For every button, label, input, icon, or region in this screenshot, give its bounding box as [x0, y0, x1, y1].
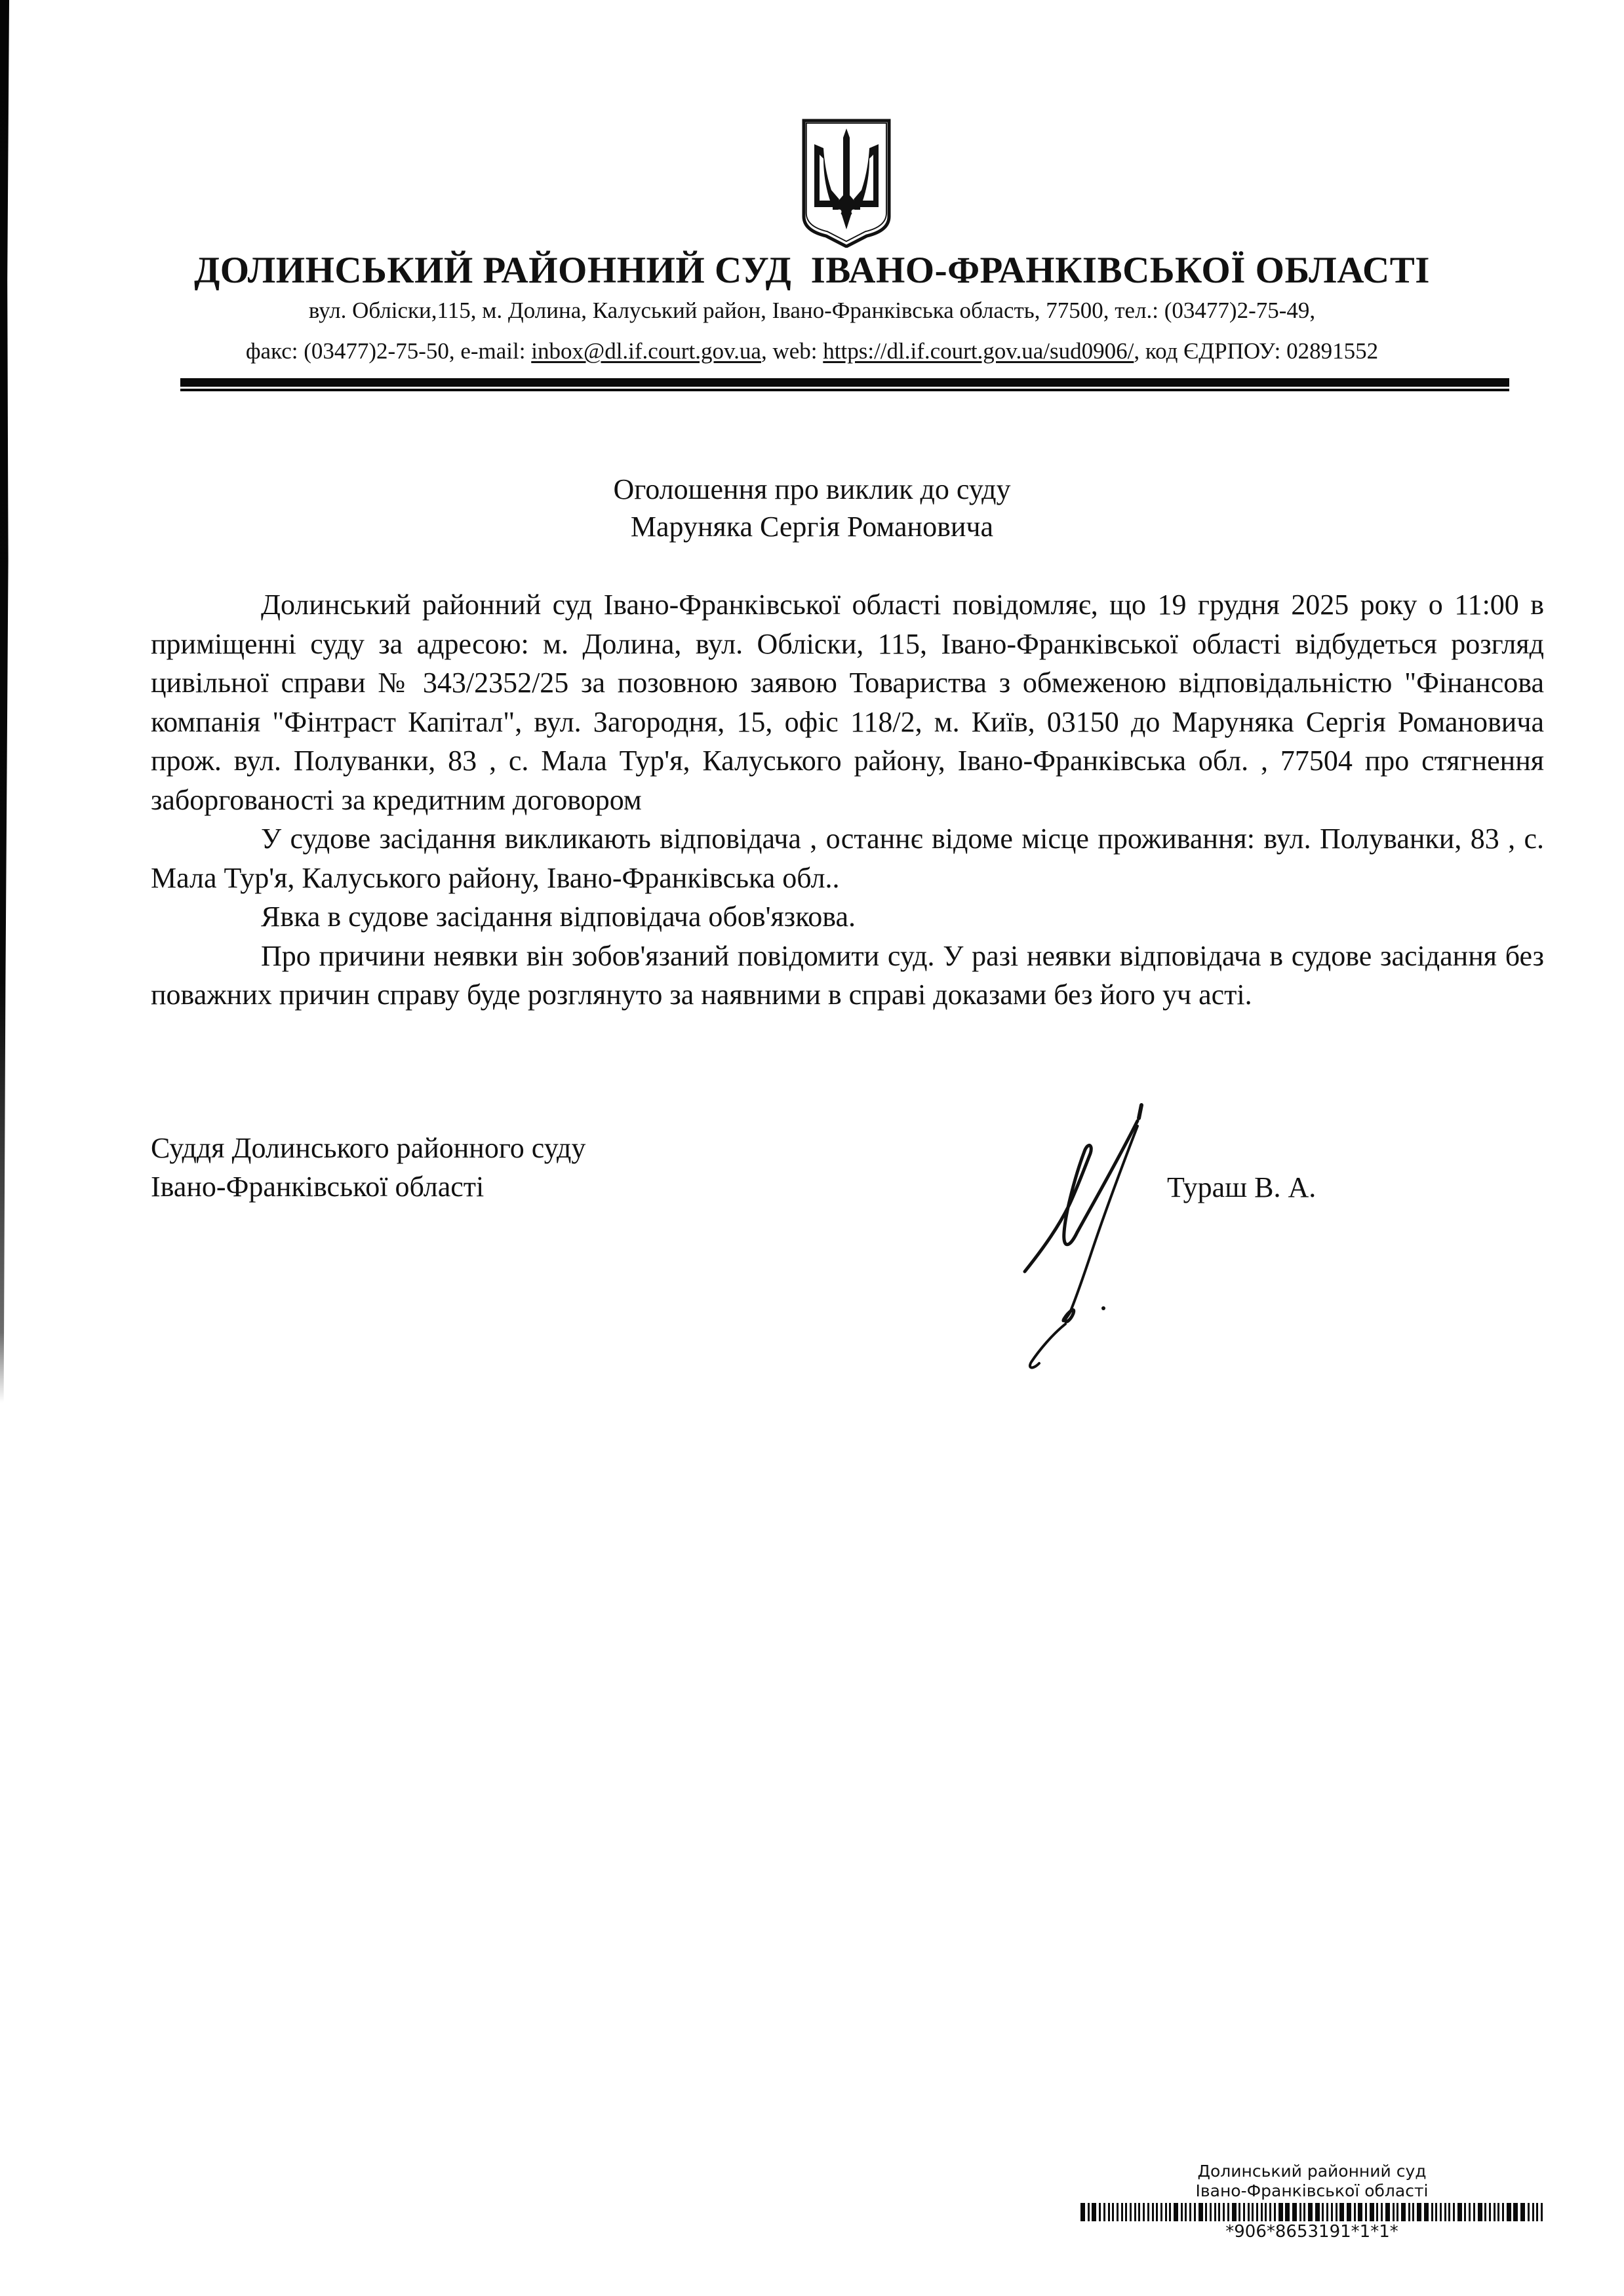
court-address: вул. Обліски,115, м. Долина, Калуський район, Івано-Франківська область, 77500, тел.: (03477)2-75-49,	[308, 298, 1316, 323]
barcode-bar	[1185, 2203, 1187, 2221]
stamp-region: Івано-Франківської області	[1195, 2181, 1429, 2200]
barcode-bar	[1165, 2203, 1167, 2221]
barcode-bar	[1269, 2203, 1271, 2221]
barcode-bar	[1435, 2203, 1437, 2221]
barcode-bar	[1278, 2203, 1283, 2221]
judge-position	[151, 1129, 585, 1206]
barcode-bar	[1336, 2203, 1337, 2221]
barcode-bar	[1080, 2203, 1085, 2221]
paragraph-consequences: Про причини неявки він зобов'язаний повідомити суд. У разі неявки відповідача в судове засідання без поважних причин справу буде розглянуто за наявними в справі доказами без його уч асті.	[151, 939, 1544, 1011]
barcode-bar	[1478, 2203, 1482, 2221]
barcode-bar	[1198, 2203, 1203, 2221]
barcode-bar	[1453, 2203, 1455, 2221]
barcode-bar	[1444, 2203, 1446, 2221]
header-divider-thick	[180, 378, 1509, 387]
header-divider-thin	[180, 389, 1509, 391]
barcode-bar	[1431, 2203, 1433, 2221]
barcode-bar	[1265, 2203, 1267, 2221]
barcode-bar	[1156, 2203, 1158, 2221]
barcode-bar	[1331, 2203, 1333, 2221]
barcode-bar	[1108, 2203, 1110, 2221]
barcode-bar	[1541, 2203, 1543, 2221]
barcode-bar	[1261, 2203, 1263, 2221]
barcode-bar	[1252, 2203, 1254, 2221]
judge-position-line1: Суддя Долинського районного суду	[151, 1132, 586, 1164]
stamp-court-name: Долинський районний суд	[1197, 2162, 1427, 2181]
barcode-bar	[1494, 2203, 1495, 2221]
barcode-bar	[1248, 2203, 1250, 2221]
barcode-bar	[1143, 2203, 1145, 2221]
barcode-bar	[1381, 2203, 1383, 2221]
barcode-bar	[1412, 2203, 1414, 2221]
court-name-heading: ДОЛИНСЬКИЙ РАЙОННИЙ СУД ІВАНО-ФРАНКІВСЬКОЇ ОБЛАСТІ	[194, 250, 1430, 291]
notice-body	[151, 585, 1544, 1015]
barcode-bar	[1424, 2203, 1429, 2221]
paragraph-hearing-details: Долинський районний суд Івано-Франківської області повідомляє, що 19 грудня 2025 року о 11:00 в приміщенні суду за адресою: м. Долина, вул. Обліски, 115, Івано-Франківської області відбудеться розгляд цивільної справи № 343/2352/25 за позовною заявою Товариства з обмеженою відповідальністю "Фінансова компанія "Фінтраст Капітал", вул. Загородня, 15, офіс 118/2, м. Київ, 03150 до Маруняка Сергія Романовича прож. вул. Полуванки, 83 , с. Мала Тур'я, Калуського району, Івано-Франківська обл. , 77504 про стягнення заборгованості за кредитним договором	[151, 589, 1544, 816]
paragraph-attendance: Явка в судове засідання відповідача обов'язкова.	[261, 901, 856, 933]
barcode-bar	[1210, 2203, 1212, 2221]
judge-position-line2: Івано-Франківської області	[151, 1171, 485, 1203]
barcode-bar	[1326, 2203, 1328, 2221]
barcode-bar	[1117, 2203, 1119, 2221]
barcode-bar	[1152, 2203, 1154, 2221]
barcode-bar	[1121, 2203, 1123, 2221]
barcode-bar	[1147, 2203, 1149, 2221]
barcode-bar	[1354, 2203, 1356, 2221]
barcode-bar	[1189, 2203, 1191, 2221]
barcode-bar	[1401, 2203, 1406, 2221]
barcode-bar	[1214, 2203, 1216, 2221]
barcode-bar	[1088, 2203, 1090, 2221]
barcode-bar	[1484, 2203, 1486, 2221]
barcode-bar	[1103, 2203, 1105, 2221]
barcode-bar	[1274, 2203, 1276, 2221]
barcode-bar	[1174, 2203, 1178, 2221]
barcode-bar	[1238, 2203, 1240, 2221]
barcode-bar	[1536, 2203, 1538, 2221]
barcode-bar	[1194, 2203, 1196, 2221]
barcode-bar	[1315, 2203, 1320, 2221]
website-link[interactable]: https://dl.if.court.gov.ua/sud0906/	[823, 338, 1134, 364]
barcode-bar	[1376, 2203, 1378, 2221]
barcode-bar	[1464, 2203, 1466, 2221]
barcode-bar	[1469, 2203, 1471, 2221]
handwritten-signature-icon	[1013, 1101, 1170, 1376]
barcode-bar	[1099, 2203, 1101, 2221]
barcode-bar	[1243, 2203, 1245, 2221]
barcode-bar	[1489, 2203, 1491, 2221]
barcode-bar	[1138, 2203, 1140, 2221]
barcode-bar	[1232, 2203, 1237, 2221]
barcode-bar	[1181, 2203, 1183, 2221]
barcode-bar	[1393, 2203, 1395, 2221]
notice-addressee: Маруняка Сергія Романовича	[630, 511, 994, 543]
barcode-bar	[1322, 2203, 1324, 2221]
barcode-number: *906*8653191*1*1*	[1225, 2222, 1398, 2242]
registration-stamp	[1080, 2162, 1543, 2241]
barcode-bar	[1292, 2203, 1297, 2221]
barcode-bar	[1473, 2203, 1475, 2221]
barcode-bar	[1112, 2203, 1114, 2221]
barcode-bar	[1502, 2203, 1504, 2221]
barcode-bar	[1358, 2203, 1362, 2221]
barcode-bar	[1408, 2203, 1410, 2221]
barcode-bar	[1303, 2203, 1305, 2221]
barcode-bar	[1365, 2203, 1367, 2221]
barcode-bar	[1308, 2203, 1313, 2221]
barcode-bar	[1513, 2203, 1518, 2221]
scan-edge-shadow	[0, 0, 9, 1403]
fax-text: факс: (03477)2-75-50, e-mail:	[245, 338, 532, 364]
barcode-bar	[1448, 2203, 1450, 2221]
barcode-bar	[1285, 2203, 1290, 2221]
barcode-bar	[1440, 2203, 1442, 2221]
barcode-bar	[1169, 2203, 1171, 2221]
barcode-bar	[1339, 2203, 1344, 2221]
email-link[interactable]: inbox@dl.if.court.gov.ua	[531, 338, 761, 364]
barcode-bar	[1299, 2203, 1301, 2221]
barcode-bar	[1347, 2203, 1351, 2221]
barcode-bar	[1130, 2203, 1132, 2221]
barcode-bar	[1092, 2203, 1096, 2221]
barcode-bar	[1125, 2203, 1127, 2221]
barcode-bar	[1520, 2203, 1525, 2221]
barcode-bar	[1507, 2203, 1511, 2221]
judge-name: Тураш В. А.	[1167, 1171, 1317, 1203]
barcode-icon	[1080, 2203, 1543, 2221]
tryzub-coat-of-arms-icon	[801, 118, 892, 248]
edrpou-code: , код ЄДРПОУ: 02891552	[1134, 338, 1379, 364]
barcode-bar	[1134, 2203, 1136, 2221]
barcode-bar	[1227, 2203, 1229, 2221]
barcode-bar	[1160, 2203, 1162, 2221]
barcode-bar	[1417, 2203, 1421, 2221]
barcode-bar	[1385, 2203, 1390, 2221]
barcode-bar	[1396, 2203, 1398, 2221]
barcode-bar	[1370, 2203, 1374, 2221]
barcode-bar	[1256, 2203, 1258, 2221]
court-contacts	[0, 337, 1624, 366]
barcode-bar	[1497, 2203, 1499, 2221]
barcode-bar	[1223, 2203, 1225, 2221]
barcode-bar	[1205, 2203, 1207, 2221]
paragraph-summons: У судове засідання викликають відповідача , останнє відоме місце проживання: вул. Полуванки, 83 , с. Мала Тур'я, Калуського району, Івано-Франківська обл..	[151, 823, 1544, 894]
barcode-bar	[1532, 2203, 1534, 2221]
notice-title: Оголошення про виклик до суду	[613, 473, 1011, 505]
barcode-bar	[1528, 2203, 1530, 2221]
barcode-bar	[1457, 2203, 1462, 2221]
web-label: , web:	[761, 338, 823, 364]
barcode-bar	[1218, 2203, 1220, 2221]
